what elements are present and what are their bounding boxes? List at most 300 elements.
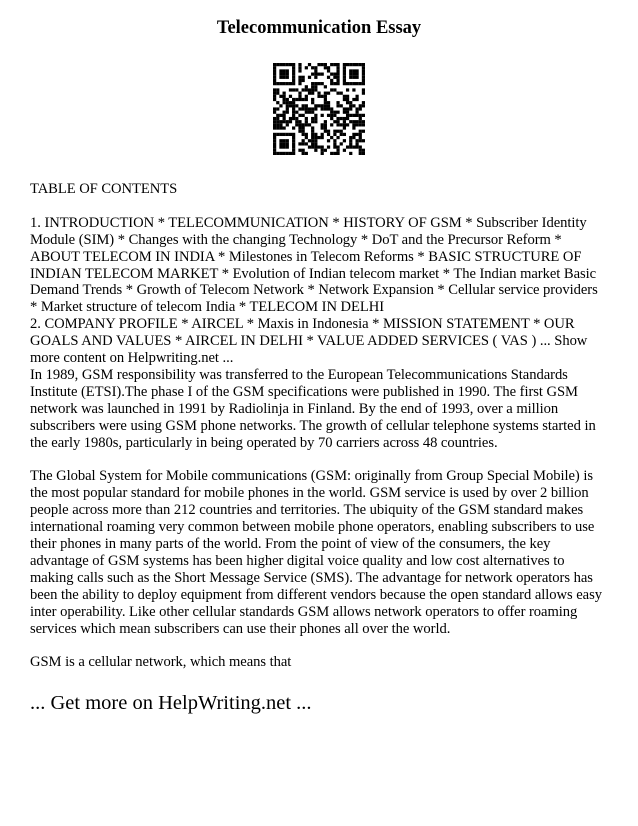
qr-module — [359, 104, 362, 107]
qr-module — [333, 142, 336, 145]
qr-module — [352, 63, 355, 66]
qr-module — [305, 98, 308, 101]
qr-module — [276, 101, 279, 104]
paragraph-3: GSM is a cellular network, which means that — [30, 654, 292, 671]
qr-module — [292, 114, 295, 117]
qr-module — [349, 120, 352, 123]
qr-module — [308, 111, 311, 114]
qr-module — [283, 111, 286, 114]
qr-module — [330, 136, 333, 139]
qr-module — [359, 107, 362, 110]
qr-module — [292, 117, 295, 120]
qr-module — [289, 117, 292, 120]
qr-module — [336, 149, 339, 152]
qr-module — [346, 145, 349, 148]
qr-module — [349, 139, 352, 142]
qr-module — [327, 145, 330, 148]
qr-module — [283, 63, 286, 66]
qr-module — [340, 104, 343, 107]
qr-module — [292, 98, 295, 101]
qr-module — [273, 142, 276, 145]
document-body — [30, 181, 608, 671]
qr-module — [362, 120, 365, 123]
qr-module — [349, 136, 352, 139]
qr-module — [292, 142, 295, 145]
qr-module — [330, 82, 333, 85]
qr-module — [343, 123, 346, 126]
qr-module — [305, 133, 308, 136]
qr-module — [336, 130, 339, 133]
qr-module — [311, 133, 314, 136]
qr-module — [336, 120, 339, 123]
qr-module — [355, 123, 358, 126]
qr-module — [355, 133, 358, 136]
qr-module — [327, 69, 330, 72]
qr-module — [333, 120, 336, 123]
qr-module — [359, 120, 362, 123]
qr-module — [330, 88, 333, 91]
qr-module — [343, 73, 346, 76]
qr-module — [273, 107, 276, 110]
qr-module — [283, 69, 286, 72]
qr-module — [349, 145, 352, 148]
qr-module — [343, 107, 346, 110]
qr-module — [349, 73, 352, 76]
qr-module — [311, 73, 314, 76]
qr-module — [362, 73, 365, 76]
qr-module — [362, 114, 365, 117]
qr-module — [359, 133, 362, 136]
qr-module — [295, 123, 298, 126]
qr-module — [283, 95, 286, 98]
spacer — [30, 637, 608, 654]
qr-module — [355, 142, 358, 145]
qr-module — [302, 76, 305, 79]
qr-module — [314, 104, 317, 107]
qr-module — [302, 130, 305, 133]
qr-module — [292, 104, 295, 107]
qr-module — [330, 152, 333, 155]
qr-module — [349, 82, 352, 85]
qr-module — [308, 145, 311, 148]
qr-module — [327, 76, 330, 79]
qr-module — [298, 123, 301, 126]
qr-module — [343, 98, 346, 101]
qr-module — [340, 92, 343, 95]
qr-module — [283, 133, 286, 136]
qr-module — [362, 101, 365, 104]
qr-module — [343, 69, 346, 72]
qr-module — [276, 92, 279, 95]
qr-module — [305, 85, 308, 88]
qr-module — [333, 111, 336, 114]
qr-module — [330, 79, 333, 82]
qr-module — [295, 111, 298, 114]
qr-module — [349, 104, 352, 107]
qr-module — [352, 73, 355, 76]
qr-module — [333, 63, 336, 66]
qr-module — [289, 88, 292, 91]
qr-module — [298, 120, 301, 123]
qr-module — [333, 82, 336, 85]
qr-module — [286, 152, 289, 155]
qr-module — [327, 114, 330, 117]
qr-module — [362, 76, 365, 79]
qr-module — [311, 139, 314, 142]
qr-module — [273, 149, 276, 152]
qr-module — [324, 123, 327, 126]
qr-module — [292, 66, 295, 69]
qr-module — [273, 111, 276, 114]
qr-module — [295, 104, 298, 107]
qr-module — [330, 73, 333, 76]
qr-module — [355, 63, 358, 66]
qr-module — [311, 142, 314, 145]
qr-module — [279, 123, 282, 126]
qr-module — [279, 104, 282, 107]
qr-module — [283, 126, 286, 129]
qr-module — [279, 69, 282, 72]
qr-module — [298, 149, 301, 152]
qr-module — [352, 82, 355, 85]
qr-module — [359, 82, 362, 85]
qr-module — [336, 104, 339, 107]
qr-module — [352, 123, 355, 126]
qr-module — [352, 104, 355, 107]
qr-module — [359, 145, 362, 148]
qr-module — [321, 82, 324, 85]
qr-module — [336, 66, 339, 69]
qr-module — [308, 107, 311, 110]
qr-module — [324, 63, 327, 66]
qr-module — [276, 82, 279, 85]
qr-module — [311, 136, 314, 139]
qr-module — [279, 76, 282, 79]
qr-module — [355, 73, 358, 76]
qr-module — [314, 85, 317, 88]
qr-module — [302, 126, 305, 129]
qr-module — [343, 63, 346, 66]
qr-module — [273, 92, 276, 95]
qr-module — [283, 145, 286, 148]
qr-module — [349, 152, 352, 155]
qr-module — [279, 145, 282, 148]
qr-module — [273, 82, 276, 85]
qr-module — [289, 133, 292, 136]
qr-module — [286, 69, 289, 72]
qr-module — [327, 104, 330, 107]
qr-module — [298, 79, 301, 82]
qr-module — [314, 133, 317, 136]
qr-module — [305, 142, 308, 145]
qr-module — [279, 152, 282, 155]
qr-module — [343, 139, 346, 142]
qr-module — [349, 101, 352, 104]
qr-module — [302, 142, 305, 145]
qr-module — [343, 79, 346, 82]
qr-module — [324, 126, 327, 129]
qr-module — [324, 107, 327, 110]
qr-module — [321, 126, 324, 129]
qr-module — [308, 139, 311, 142]
qr-code-container — [30, 63, 608, 155]
qr-module — [314, 82, 317, 85]
qr-module — [359, 139, 362, 142]
qr-module — [333, 152, 336, 155]
qr-module — [324, 130, 327, 133]
qr-module — [317, 82, 320, 85]
qr-module — [292, 139, 295, 142]
qr-module — [333, 145, 336, 148]
qr-module — [311, 85, 314, 88]
qr-module — [302, 149, 305, 152]
qr-module — [333, 114, 336, 117]
qr-module — [279, 126, 282, 129]
qr-module — [276, 114, 279, 117]
qr-module — [359, 123, 362, 126]
qr-module — [314, 120, 317, 123]
qr-module — [321, 123, 324, 126]
qr-module — [330, 117, 333, 120]
qr-module — [352, 126, 355, 129]
qr-module — [359, 63, 362, 66]
qr-module — [343, 95, 346, 98]
qr-module — [314, 73, 317, 76]
qr-module — [343, 111, 346, 114]
qr-module — [336, 79, 339, 82]
qr-module — [324, 104, 327, 107]
qr-module — [327, 139, 330, 142]
qr-module — [305, 104, 308, 107]
qr-module — [349, 76, 352, 79]
qr-module — [292, 82, 295, 85]
qr-module — [283, 139, 286, 142]
qr-module — [305, 120, 308, 123]
qr-module — [298, 92, 301, 95]
qr-module — [352, 120, 355, 123]
qr-module — [283, 73, 286, 76]
qr-module — [276, 63, 279, 66]
qr-module — [283, 142, 286, 145]
qr-module — [314, 139, 317, 142]
qr-module — [286, 123, 289, 126]
qr-module — [324, 95, 327, 98]
qr-module — [333, 73, 336, 76]
qr-module — [292, 152, 295, 155]
qr-module — [359, 152, 362, 155]
toc-heading: TABLE OF CONTENTS — [30, 181, 178, 197]
qr-module — [283, 82, 286, 85]
qr-module — [273, 88, 276, 91]
qr-module — [327, 66, 330, 69]
qr-module — [289, 104, 292, 107]
qr-module — [359, 114, 362, 117]
spacer — [30, 451, 608, 468]
qr-module — [343, 149, 346, 152]
qr-module — [362, 69, 365, 72]
qr-module — [273, 145, 276, 148]
qr-module — [343, 66, 346, 69]
qr-module — [355, 107, 358, 110]
qr-module — [295, 98, 298, 101]
qr-module — [298, 63, 301, 66]
qr-module — [273, 133, 276, 136]
qr-module — [362, 104, 365, 107]
qr-module — [286, 120, 289, 123]
qr-module — [336, 117, 339, 120]
qr-module — [346, 82, 349, 85]
qr-module — [279, 95, 282, 98]
qr-module — [362, 66, 365, 69]
qr-module — [314, 142, 317, 145]
qr-module — [302, 152, 305, 155]
get-more-link[interactable]: ... Get more on HelpWriting.net ... — [30, 692, 312, 715]
qr-module — [324, 149, 327, 152]
qr-module — [311, 145, 314, 148]
qr-module — [283, 114, 286, 117]
qr-module — [346, 107, 349, 110]
qr-module — [292, 63, 295, 66]
qr-module — [311, 111, 314, 114]
qr-module — [346, 114, 349, 117]
qr-module — [314, 149, 317, 152]
qr-module — [273, 139, 276, 142]
qr-module — [286, 101, 289, 104]
qr-module — [279, 63, 282, 66]
qr-module — [362, 63, 365, 66]
qr-code-icon — [273, 63, 365, 155]
qr-module — [311, 92, 314, 95]
qr-module — [311, 107, 314, 110]
qr-module — [283, 101, 286, 104]
qr-module — [298, 126, 301, 129]
qr-module — [321, 152, 324, 155]
qr-module — [279, 114, 282, 117]
qr-module — [321, 145, 324, 148]
spacer — [30, 198, 608, 215]
qr-module — [283, 120, 286, 123]
qr-module — [317, 73, 320, 76]
qr-module — [289, 95, 292, 98]
qr-module — [311, 126, 314, 129]
qr-module — [340, 117, 343, 120]
qr-module — [330, 123, 333, 126]
qr-module — [283, 117, 286, 120]
qr-module — [273, 73, 276, 76]
qr-module — [340, 123, 343, 126]
qr-module — [355, 98, 358, 101]
qr-module — [298, 69, 301, 72]
qr-module — [355, 95, 358, 98]
qr-module — [336, 92, 339, 95]
qr-module — [276, 152, 279, 155]
qr-module — [336, 63, 339, 66]
qr-module — [340, 133, 343, 136]
qr-module — [346, 101, 349, 104]
qr-module — [330, 63, 333, 66]
qr-module — [305, 152, 308, 155]
qr-module — [336, 73, 339, 76]
qr-module — [346, 63, 349, 66]
qr-module — [302, 88, 305, 91]
qr-module — [362, 88, 365, 91]
qr-module — [336, 136, 339, 139]
qr-module — [314, 114, 317, 117]
qr-module — [305, 66, 308, 69]
qr-module — [308, 92, 311, 95]
qr-module — [317, 92, 320, 95]
qr-module — [317, 136, 320, 139]
qr-module — [346, 88, 349, 91]
qr-module — [273, 66, 276, 69]
qr-module — [349, 114, 352, 117]
qr-module — [276, 133, 279, 136]
qr-module — [308, 76, 311, 79]
qr-module — [289, 101, 292, 104]
qr-module — [349, 69, 352, 72]
qr-module — [292, 73, 295, 76]
qr-module — [362, 92, 365, 95]
qr-module — [324, 98, 327, 101]
qr-module — [346, 98, 349, 101]
qr-module — [283, 76, 286, 79]
qr-module — [355, 82, 358, 85]
qr-module — [292, 79, 295, 82]
qr-module — [333, 76, 336, 79]
qr-module — [286, 133, 289, 136]
qr-module — [362, 79, 365, 82]
paragraph-2: The Global System for Mobile communications (GSM: originally from Group Special Mobile) is the most popular standard for mobile phones in the world. GSM service is used by over 2 billion people across more than 212 countries and territories. The ubiquity of the GSM standard makes international roaming very common between mobile phone operators, enabling subscribers to use their phones in many parts of the world. From the point of view of the consumers, the key advantage of GSM systems has been higher digital voice quality and low cost alternatives to making calls such as the Short Message Service (SMS). The advantage for network operators has been the ability to deploy equipment from different vendors because the open standard allows easy inter operability. Like other cellular standards GSM allows network operators to offer roaming services which mean subscribers can use their phones all over the world. — [30, 468, 602, 637]
qr-module — [286, 63, 289, 66]
qr-module — [279, 139, 282, 142]
qr-module — [289, 63, 292, 66]
qr-module — [352, 114, 355, 117]
qr-module — [292, 149, 295, 152]
qr-module — [283, 92, 286, 95]
qr-module — [327, 133, 330, 136]
qr-module — [292, 88, 295, 91]
qr-module — [314, 69, 317, 72]
qr-module — [289, 82, 292, 85]
qr-module — [324, 120, 327, 123]
qr-module — [336, 111, 339, 114]
qr-module — [273, 117, 276, 120]
qr-module — [359, 130, 362, 133]
qr-module — [362, 123, 365, 126]
qr-module — [343, 82, 346, 85]
qr-module — [286, 82, 289, 85]
qr-module — [355, 120, 358, 123]
qr-module — [349, 142, 352, 145]
qr-module — [305, 136, 308, 139]
qr-module — [311, 120, 314, 123]
qr-module — [292, 111, 295, 114]
qr-module — [276, 120, 279, 123]
qr-module — [333, 133, 336, 136]
qr-module — [305, 88, 308, 91]
qr-module — [336, 69, 339, 72]
qr-module — [355, 114, 358, 117]
qr-module — [336, 101, 339, 104]
qr-module — [302, 133, 305, 136]
qr-module — [311, 101, 314, 104]
qr-module — [279, 82, 282, 85]
qr-module — [292, 76, 295, 79]
qr-module — [314, 107, 317, 110]
qr-module — [355, 139, 358, 142]
qr-module — [314, 117, 317, 120]
qr-module — [317, 145, 320, 148]
